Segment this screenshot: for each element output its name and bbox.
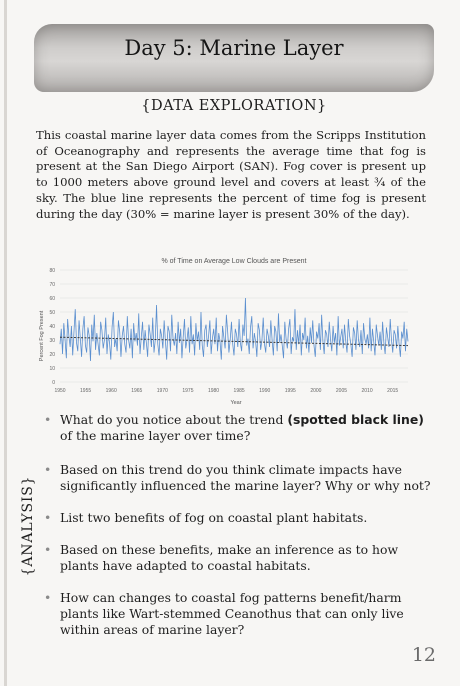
chart-y-tick-label: 60 xyxy=(49,295,55,302)
chart-x-ticks xyxy=(54,388,398,394)
question-item xyxy=(44,590,434,638)
bullet-icon: • xyxy=(44,590,52,605)
question-item xyxy=(44,462,434,494)
chart-y-tick-label: 20 xyxy=(49,351,55,358)
question-item xyxy=(44,542,434,574)
chart-x-tick-label: 1995 xyxy=(284,388,296,394)
intro-paragraph: This coastal marine layer data comes from the Scripps Institution of Oceanography and represents the average time that fog is present at the San Diego Airport (SAN). Fog cover is present up to 1000 meters above ground level and covers at least ¾ of the sky. The blue line represents the percent of time fog is present during the day (30% = marine layer is present 30% of the day). xyxy=(36,128,426,221)
chart-x-tick-label: 1980 xyxy=(207,388,220,394)
chart-x-tick-label: 1950 xyxy=(54,388,66,394)
side-label-text: {ANALYSIS} xyxy=(20,475,36,577)
page-number: 12 xyxy=(411,644,436,666)
chart-y-tick-label: 80 xyxy=(49,267,55,274)
bullet-icon: • xyxy=(44,462,52,477)
chart-series-line-fog-percent xyxy=(60,298,408,361)
chart-y-tick-label: 0 xyxy=(52,379,55,386)
question-text: Based on these benefits, make an inference as to how plants have adapted to coastal habitats. xyxy=(60,542,399,573)
fog-chart xyxy=(34,254,418,416)
question-item xyxy=(44,510,434,526)
question-bold-text: (spotted black line) xyxy=(287,412,424,427)
chart-y-ticks xyxy=(49,268,55,386)
question-item xyxy=(44,412,434,444)
chart-x-tick-label: 2010 xyxy=(361,388,373,394)
chart-x-tick-label: 1990 xyxy=(259,388,271,394)
chart-x-tick-label: 1975 xyxy=(182,388,194,394)
chart-y-tick-label: 50 xyxy=(49,309,55,316)
page-title: Day 5: Marine Layer xyxy=(124,36,344,60)
chart-y-axis-label: Percent Fog Present xyxy=(39,310,45,362)
chart-x-tick-label: 1955 xyxy=(80,388,92,394)
chart-trend-line xyxy=(60,337,408,345)
chart-x-tick-label: 2000 xyxy=(310,388,322,394)
chart-x-tick-label: 1985 xyxy=(233,388,245,394)
chart-x-tick-label: 1965 xyxy=(131,388,143,394)
chart-x-tick-label: 2005 xyxy=(335,388,348,394)
question-text: How can changes to coastal fog patterns benefit/harm plants like Wart-stemmed Ceanothus that can only live within areas of marine layer? xyxy=(60,590,404,637)
chart-y-tick-label: 70 xyxy=(49,281,55,288)
analysis-questions-list xyxy=(44,412,434,650)
question-text-continued: of the marine layer over time? xyxy=(60,428,251,443)
bullet-icon: • xyxy=(44,542,52,557)
question-text: Based on this trend do you think climate impacts have significantly influenced the marine layer? Why or why not? xyxy=(60,462,431,493)
chart-y-tick-label: 10 xyxy=(49,365,55,372)
chart-x-tick-label: 2015 xyxy=(387,388,399,394)
section-label-data-exploration: {DATA EXPLORATION} xyxy=(141,98,327,114)
chart-x-tick-label: 1970 xyxy=(156,388,168,394)
page-edge-line xyxy=(4,0,7,686)
chart-x-axis-label: Year xyxy=(230,400,242,406)
chart-title: % of Time on Average Low Clouds are Present xyxy=(161,258,307,265)
side-label-analysis xyxy=(16,462,40,590)
bullet-icon: • xyxy=(44,412,52,427)
chart-x-tick-label: 1960 xyxy=(105,388,117,394)
chart-y-tick-label: 30 xyxy=(49,337,55,344)
question-text: What do you notice about the trend xyxy=(60,412,288,427)
chart-y-tick-label: 40 xyxy=(49,323,55,330)
question-text: List two benefits of fog on coastal plant habitats. xyxy=(60,510,368,525)
bullet-icon: • xyxy=(44,510,52,525)
